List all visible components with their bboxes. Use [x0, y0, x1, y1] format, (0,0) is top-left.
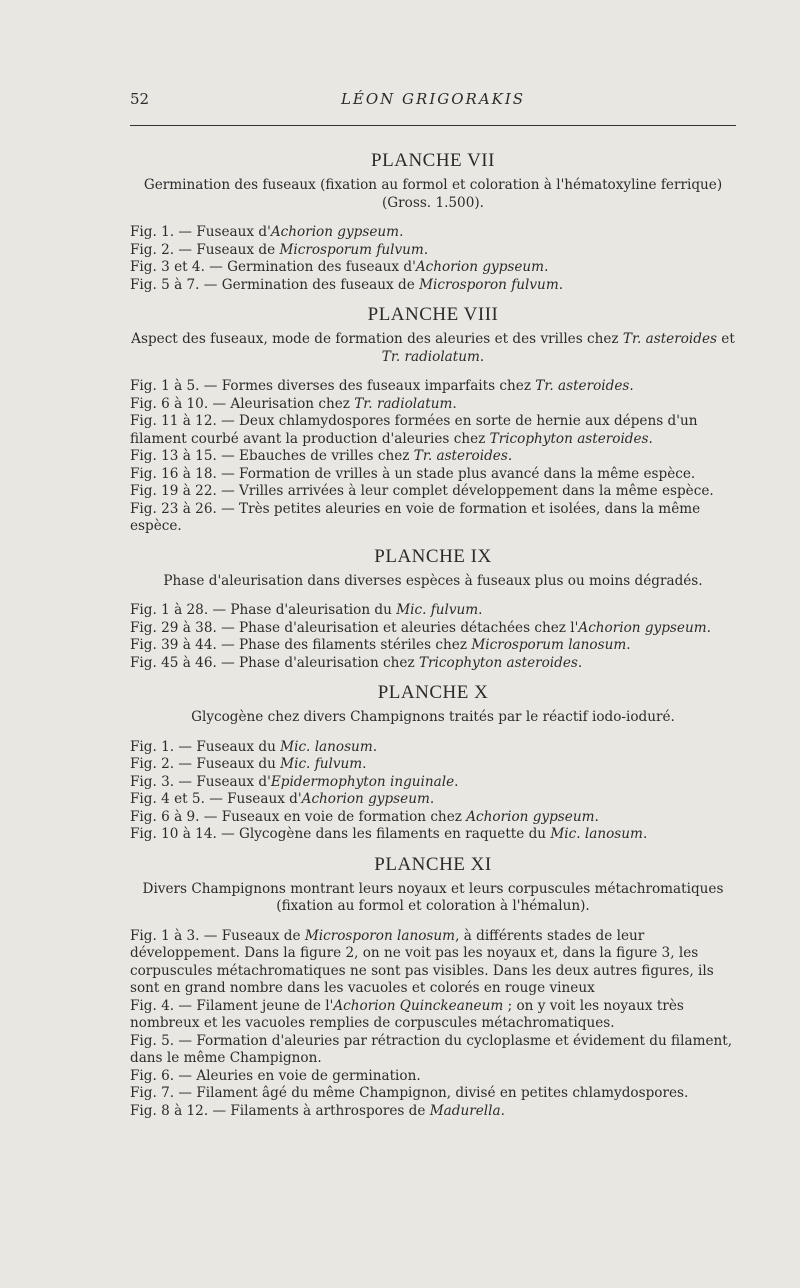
- figure-caption: Fig. 11 à 12. — Deux chlamydospores formées en sorte de hernie aux dépens d'un filament courbé avant la production d'aleuries chez Tricophyton asteroides.: [130, 413, 698, 447]
- planche-title: PLANCHE VIII: [367, 304, 499, 325]
- figure-caption: Fig. 1 à 28. — Phase d'aleurisation du Mic. fulvum.: [130, 602, 483, 618]
- figure-caption: Fig. 10 à 14. — Glycogène dans les filaments en raquette du Mic. lanosum.: [130, 826, 648, 842]
- figure-caption: Fig. 6 à 9. — Fuseaux en voie de formation chez Achorion gypseum.: [130, 808, 599, 825]
- figure-caption: Fig. 1 à 5. — Formes diverses des fuseaux imparfaits chez Tr. asteroides.: [130, 378, 634, 394]
- figure-caption: Fig. 1. — Fuseaux du Mic. lanosum.: [130, 738, 378, 755]
- running-title: LÉON GRIGORAKIS: [340, 90, 526, 108]
- page-header: [130, 90, 736, 112]
- figure-caption: Fig. 1 à 3. — Fuseaux de Microsporon lanosum, à différents stades de leur développement. Dans la figure 2, on ne voit pas les noyaux et, dans la figure 3, les corpuscules métachromatiques ne sont pas visibles. Dans les deux autres figures, ils sont en grand nombre dans les vacuoles et colorés en rouge vineux: [130, 927, 714, 996]
- planche-description: Germination des fuseaux (fixation au formol et coloration à l'hématoxyline ferrique) (Gross. 1.500).: [143, 177, 723, 211]
- figure-caption: Fig. 8 à 12. — Filaments à arthrospores de Madurella.: [130, 1102, 505, 1119]
- planche-title: PLANCHE IX: [374, 545, 492, 567]
- planche-description: Glycogène chez divers Champignons traités par le réactif iodo-ioduré.: [191, 709, 675, 725]
- planche-title: PLANCHE XI: [374, 853, 492, 875]
- header-rule: [130, 125, 736, 126]
- figure-caption: Fig. 2. — Fuseaux du Mic. fulvum.: [130, 756, 367, 772]
- figure-caption: Fig. 6. — Aleuries en voie de germination.: [130, 1067, 421, 1084]
- figure-caption: Fig. 16 à 18. — Formation de vrilles à un stade plus avancé dans la même espèce.: [130, 465, 696, 482]
- figure-caption: Fig. 6 à 10. — Aleurisation chez Tr. radiolatum.: [130, 395, 457, 412]
- figure-caption: Fig. 5 à 7. — Germination des fuseaux de Microsporon fulvum.: [130, 276, 564, 293]
- figure-caption: Fig. 13 à 15. — Ebauches de vrilles chez Tr. asteroides.: [130, 448, 513, 464]
- page-number: 52: [130, 90, 150, 108]
- figure-caption: Fig. 39 à 44. — Phase des filaments stériles chez Microsporum lanosum.: [130, 637, 631, 653]
- planche-section: [130, 682, 736, 844]
- planche-title: PLANCHE X: [377, 682, 489, 703]
- planche-section: [130, 304, 736, 536]
- planche-description: Divers Champignons montrant leurs noyaux et leurs corpuscules métachromatiques (fixation au formol et coloration à l'hémalun).: [142, 880, 724, 914]
- figure-caption: Fig. 1. — Fuseaux d'Achorion gypseum.: [130, 224, 404, 240]
- figure-caption: Fig. 4. — Filament jeune de l'Achorion Quinckeaneum ; on y voit les noyaux très nombreux et les vacuoles remplies de corpuscules métachromatiques.: [130, 997, 684, 1031]
- planche-section: [130, 854, 736, 1121]
- figure-caption: Fig. 45 à 46. — Phase d'aleurisation chez Tricophyton asteroides.: [130, 654, 583, 671]
- plates-legend: [130, 150, 736, 1120]
- planche-section: [130, 546, 736, 673]
- figure-caption: Fig. 3. — Fuseaux d'Epidermophyton inguinale.: [130, 773, 459, 790]
- planche-description: Phase d'aleurisation dans diverses espèces à fuseaux plus ou moins dégradés.: [163, 572, 703, 589]
- planche-description: Aspect des fuseaux, mode de formation des aleuries et des vrilles chez Tr. asteroides et Tr. radiolatum.: [131, 331, 735, 365]
- figure-caption: Fig. 4 et 5. — Fuseaux d'Achorion gypseum.: [130, 791, 435, 807]
- figure-caption: Fig. 2. — Fuseaux de Microsporum fulvum.: [130, 241, 429, 258]
- planche-section: [130, 150, 736, 294]
- planche-title: PLANCHE VII: [371, 150, 495, 171]
- figure-caption: Fig. 3 et 4. — Germination des fuseaux d'Achorion gypseum.: [130, 259, 549, 275]
- figure-caption: Fig. 23 à 26. — Très petites aleuries en voie de formation et isolées, dans la même espèce.: [130, 500, 701, 534]
- figure-caption: Fig. 5. — Formation d'aleuries par rétraction du cycloplasme et évidement du filament, dans le même Champignon.: [130, 1032, 733, 1066]
- figure-caption: Fig. 7. — Filament âgé du même Champignon, divisé en petites chlamydospores.: [130, 1085, 689, 1101]
- figure-caption: Fig. 29 à 38. — Phase d'aleurisation et aleuries détachées chez l'Achorion gypseum.: [130, 619, 711, 636]
- figure-caption: Fig. 19 à 22. — Vrilles arrivées à leur complet développement dans la même espèce.: [130, 483, 714, 499]
